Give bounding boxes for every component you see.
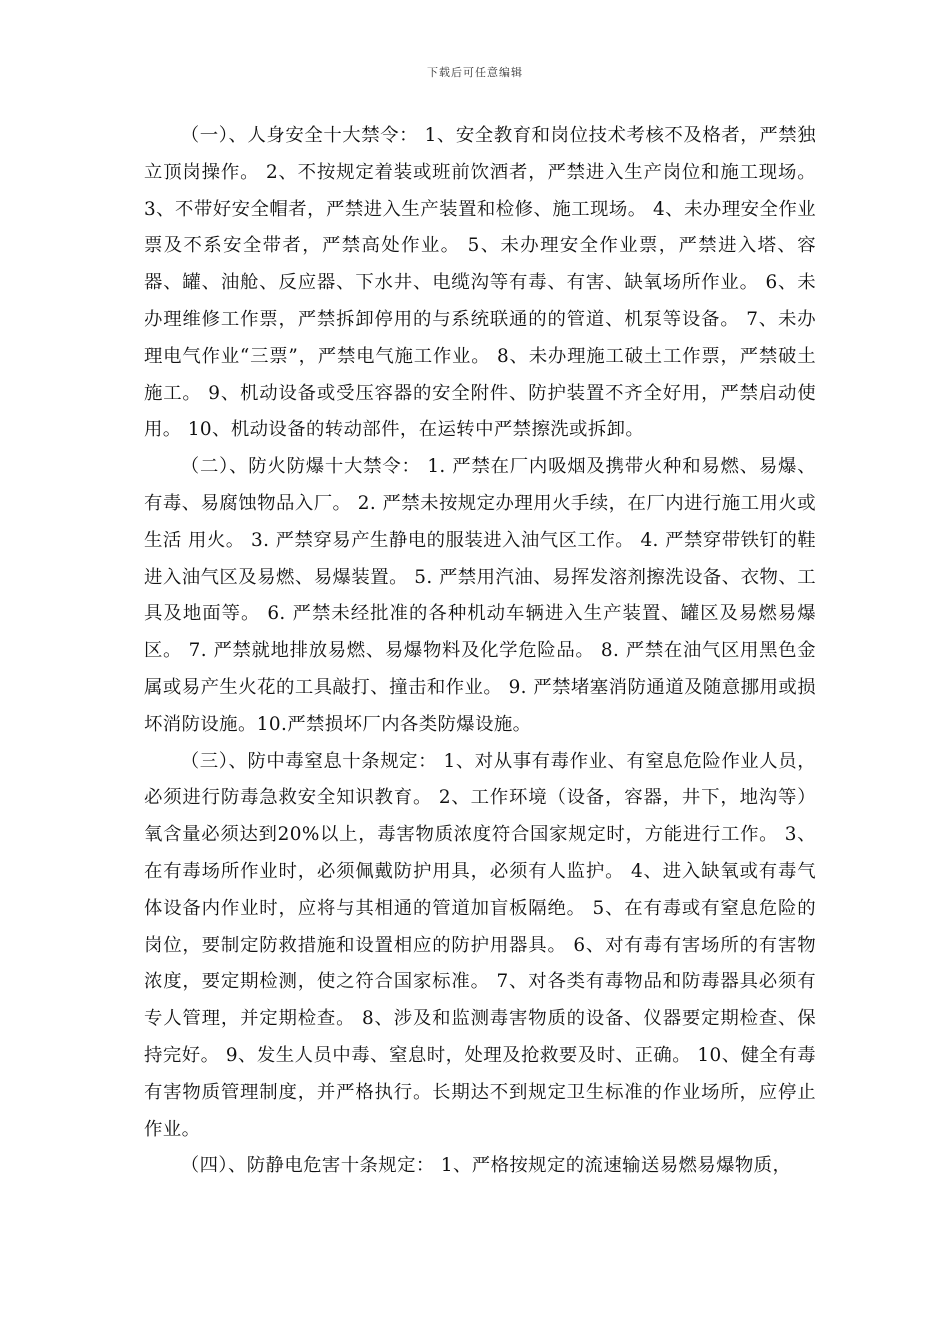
paragraph-poison-suffocation-rules: （三）、防中毒窒息十条规定： 1、对从事有毒作业、有窒息危险作业人员，必须进行防毒急救安全知识教育。 2、工作环境（设备，容器，井下，地沟等）氧含量必须达到20%以上，毒害物质浓度符合国家规定时，方能进行工作。 3、在有毒场所作业时，必须佩戴防护用具，必须有人监护。 4、进入缺氧或有毒气体设备内作业时，应将与其相通的管道加盲板隔绝。 5、在有毒或有窒息危险的岗位，要制定防救措施和设置相应的防护用器具。 6、对有毒有害场所的有害物浓度，要定期检测，使之符合国家标准。 7、对各类有毒物品和防毒器具必须有专人管理，并定期检查。 8、涉及和监测毒害物质的设备、仪器要定期检查、保持完好。 9、发生人员中毒、窒息时，处理及抢救要及时、正确。 10、健全有毒有害物质管理制度，并严格执行。长期达不到规定卫生标准的作业场所，应停止作业。 [144, 750, 816, 1140]
paragraph-static-electricity-rules: （四）、防静电危害十条规定： 1、严格按规定的流速输送易燃易爆物质， [180, 1155, 792, 1177]
paragraph-personal-safety-rules: （一）、人身安全十大禁令： 1、安全教育和岗位技术考核不及格者，严禁独立顶岗操作。 2、不按规定着装或班前饮酒者，严禁进入生产岗位和施工现场。 3、不带好安全帽者，严禁进入生产装置和检修、施工现场。 4、未办理安全作业票及不系安全带者，严禁高处作业。 5、未办理安全作业票，严禁进入塔、容器、罐、油舱、反应器、下水井、电缆沟等有毒、有害、缺氧场所作业。 6、未办理维修工作票，严禁拆卸停用的与系统联通的的管道、机泵等设备。 7、未办理电气作业“三票”，严禁电气施工作业。 8、未办理施工破土工作票，严禁破土施工。 9、机动设备或受压容器的安全附件、防护装置不齐全好用，严禁启动使用。 10、机动设备的转动部件，在运转中严禁擦洗或拆卸。 [144, 125, 816, 441]
paragraph-fire-explosion-rules: （二）、防火防爆十大禁令： 1. 严禁在厂内吸烟及携带火种和易燃、易爆、有毒、易腐蚀物品入厂。 2. 严禁未按规定办理用火手续，在厂内进行施工用火或生活 用火。 3. 严禁穿易产生静电的服装进入油气区工作。 4. 严禁穿带铁钉的鞋进入油气区及易燃、易爆装置。 5. 严禁用汽油、易挥发溶剂擦洗设备、衣物、工具及地面等。 6. 严禁未经批准的各种机动车辆进入生产装置、罐区及易燃易爆区。 7. 严禁就地排放易燃、易爆物料及化学危险品。 8. 严禁在油气区用黑色金属或易产生火花的工具敲打、撞击和作业。 9. 严禁堵塞消防通道及随意挪用或损坏消防设施。10.严禁损坏厂内各类防爆设施。 [144, 456, 816, 735]
page-header: 下载后可任意编辑 [427, 66, 523, 79]
document-body [144, 118, 816, 1185]
